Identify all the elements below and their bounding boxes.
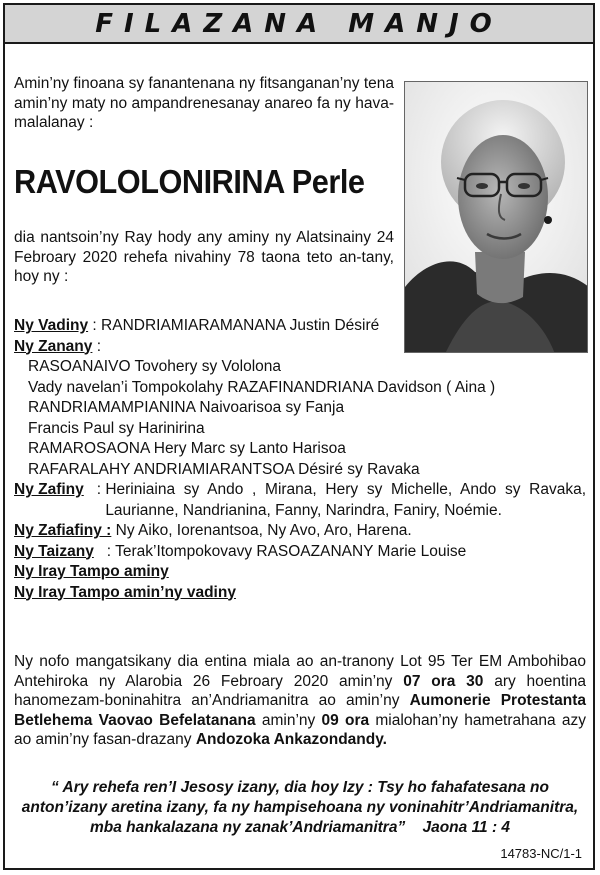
quote-line: anton’izany aretina izany, fa ny hampisehoana ny voninahitr’Andriamanitra, [21,799,579,816]
death-notice: dia nantsoin’ny Ray hody any aminy ny Alatsinainy 24 Febroary 2020 rehefa nivahiny 78 taona teto an-tany, hoy ny : [14,229,394,285]
intro-text: Amin’ny finoana sy fanantenana ny fitsanganan’ny tena amin’ny maty no ampandrenesanay anareo fa ny hava-malalanay : [14,75,395,131]
spouse-siblings-row [14,583,586,604]
church-name: Aumonerie Protestanta Betlehema Vaovao Befelatanana [14,692,586,729]
notice-reference: 14783-NC/1-1 [500,846,582,861]
child-item: RASOANAIVO Tovohery sy Vololona [28,358,282,375]
quote-line: mba hankalazana ny zanak’Andriamanitra” [89,819,406,836]
child-item: RANDRIAMAMPIANINA Naivoarisoa sy Fanja [28,399,345,416]
portrait-image [405,82,588,353]
siblings-row [14,562,586,583]
grandchildren-names: Heriniaina sy Ando , Mirana, Hery sy Michelle, Ando sy Ravaka, Laurianne, Nandrianina, Fanny, Narindra, Faniry, Noémie. [105,481,586,519]
children-row: Ny Zanany : [14,337,102,355]
great-grandchildren-names: Ny Aiko, Iorenantsoa, Ny Avo, Aro, Harena. [115,522,412,539]
spouse-name: RANDRIAMIARAMANANA Justin Désiré [101,317,380,334]
children-label: Ny Zanany [14,337,93,355]
grandchildren-label: Ny Zafiny [14,481,84,498]
deceased-name: RAVOLOLONIRINA Perle [14,163,365,200]
great-grandchildren-label: Ny Zafiafiny : [14,522,112,539]
tomb-location: Andozoka Ankazondandy. [195,731,387,748]
funeral-details [14,652,586,750]
quote-line: “ Ary rehefa ren’I Jesosy izany, dia hoy Izy : Tsy ho fahafatesana no [51,779,549,796]
family-list [14,316,586,603]
header-title: FILAZANA MANJO [95,8,503,39]
foster-row: Ny Taizany : Terak’Itompokovavy RASOAZANANY Marie Louise [14,542,467,560]
deceased-photo [404,81,588,353]
siblings-label: Ny Iray Tampo aminy [14,563,169,580]
service-time: 09 ora [321,711,370,729]
funeral-text-4: mialohan’ny hametrahana azy ao amin’ny fasan-drazany [14,711,586,748]
child-item: Francis Paul sy Harinirina [28,419,205,437]
great-grandchildren-row [14,521,586,542]
spouse-siblings-label: Ny Iray Tampo amin’ny vadiny [14,583,236,601]
spouse-row: Ny Vadiny : RANDRIAMIARAMANANA Justin Désiré [14,317,380,334]
child-item: Vady navelan’i Tompokolahy RAZAFINANDRIANA Davidson ( Aina ) [28,378,496,396]
funeral-text-2: ary hoentina hanomezam-boninahitra an’Andriamanitra ao amin’ny [14,672,587,709]
bible-quote [14,778,586,838]
spouse-label: Ny Vadiny [14,317,89,334]
funeral-text-1: Ny nofo mangatsikany dia entina miala ao an-tranony Lot 95 Ter EM Ambohibao Antehiroka ny Alarobia 26 Febroary 2020 amin’ny [14,653,586,690]
funeral-text-3: amin’ny [261,711,316,729]
child-item: RAMAROSAONA Hery Marc sy Lanto Harisoa [28,440,346,457]
grandchildren-row: Ny Zafiny : Heriniaina sy Ando , Mirana, Hery sy Michelle, Ando sy Ravaka, Laurianne, Nandrianina, Fanny, Narindra, Faniry, Noémie. [14,480,586,521]
departure-time: 07 ora 30 [403,672,484,690]
quote-reference: Jaona 11 : 4 [422,819,511,836]
child-item: RAFARALAHY ANDRIAMIARANTSOA Désiré sy Ravaka [28,460,420,478]
header-banner [5,5,593,44]
foster-names: Terak’Itompokovavy RASOAZANANY Marie Louise [115,542,467,560]
foster-label: Ny Taizany [14,542,94,560]
